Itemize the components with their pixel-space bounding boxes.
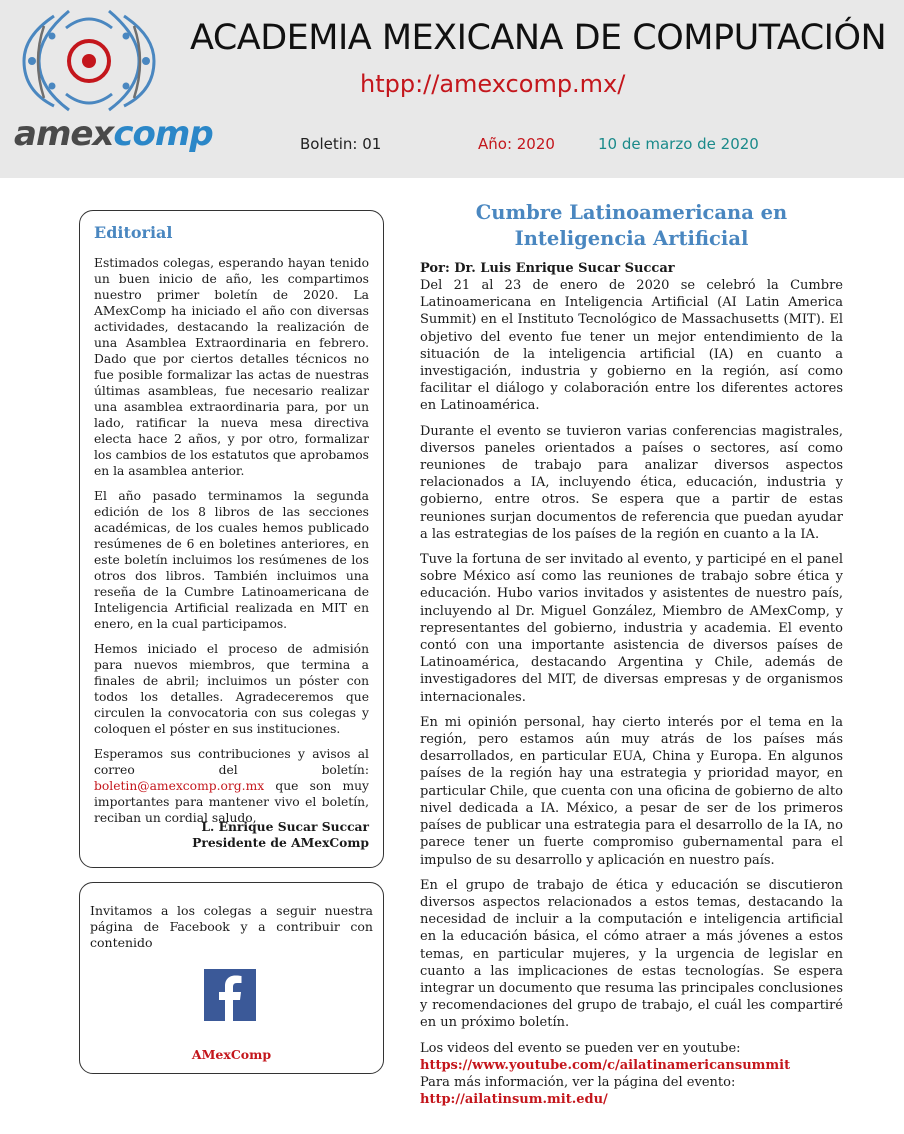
newsletter-email-link[interactable]: boletin@amexcomp.org.mx <box>94 779 265 793</box>
youtube-link[interactable]: https://www.youtube.com/c/ailatinamericansummit <box>420 1057 791 1073</box>
info-text: Para más información, ver la página del evento: <box>420 1074 736 1090</box>
event-page-link[interactable]: http://ailatinsum.mit.edu/ <box>420 1092 608 1108</box>
logo-text-comp: comp <box>113 114 213 154</box>
amexcomp-logo[interactable] <box>8 6 213 166</box>
article-links <box>420 1040 843 1109</box>
facebook-icon[interactable] <box>204 969 256 1021</box>
issue-date: 10 de marzo de 2020 <box>598 135 759 153</box>
issue-year: Año: 2020 <box>478 135 555 153</box>
logo-emblem-icon <box>14 6 164 114</box>
editorial-signature <box>192 819 369 851</box>
article-paragraph: Tuve la fortuna de ser invitado al evento, y participé en el panel sobre México así como las reuniones de trabajo sobre ética y educación. Hubo varios invitados y asistentes de nuestro país, incluyendo al Dr. Miguel González, Miembro de AMexComp, y representantes del gobierno, industria y academia. El evento contó con una importante asistencia de diversos países de Latinoamérica, destacando Argentina y Chile, además de investigadores del MIT, de diversas empresas y de organismos internacionales. <box>420 552 843 705</box>
facebook-page-link[interactable]: AMexComp <box>191 1047 272 1062</box>
contact-text-after: que son muy importantes para mantener vivo el boletín, reciban un cordial saludo, <box>94 779 369 825</box>
editorial-contact-paragraph <box>94 746 369 826</box>
facebook-box <box>79 882 384 1074</box>
header-banner <box>0 0 904 178</box>
facebook-invite-text: Invitamos a los colegas a seguir nuestra página de Facebook y a contribuir con contenido <box>90 903 373 950</box>
article-paragraph: Del 21 al 23 de enero de 2020 se celebró la Cumbre Latinoamericana en Inteligencia Artificial (AI Latin America Summit) en el Instituto Tecnológico de Massachusetts (MIT). El objetivo del evento fue tener un mejor entendimiento de la situación de la inteligencia artificial (IA) en cuanto a investigación, industria y gobierno en la región, así como facilitar el diálogo y colaboración entre los diferentes actores en Latinoamérica. <box>420 278 843 414</box>
editorial-paragraph: El año pasado terminamos la segunda edición de los 8 libros de las secciones académicas, de los cuales hemos publicado resúmenes de 6 en boletines anteriores, en este boletín incluimos los resúmenes de los otros dos libros. También incluimos una reseña de la Cumbre Latinoamericana de Inteligencia Artificial realizada en MIT en enero, en la cual participamos. <box>94 489 369 631</box>
issue-number: Boletin: 01 <box>300 135 382 153</box>
article-paragraph: En el grupo de trabajo de ética y educación se discutieron diversos aspectos relacionados a estos temas, destacando la necesidad de incluir a la computación e inteligencia artificial en la educación básica, el cómo atraer a más jóvenes a estos temas, en particular mujeres, y la urgencia de legislar en cuanto a las implicaciones de estas tecnologías. Se espera integrar un documento que resuma las principales conclusiones y recomendaciones del grupo de trabajo, el cuál les compartiré en un próximo boletín. <box>420 877 843 1031</box>
contact-text-before: Esperamos sus contribuciones y avisos al correo del boletín: <box>94 747 369 777</box>
article-body <box>420 277 843 1032</box>
facebook-glyph-text <box>256 969 257 970</box>
videos-text: Los videos del evento se pueden ver en youtube: <box>420 1040 741 1056</box>
editorial-paragraph: Estimados colegas, esperando hayan tenido un buen inicio de año, les compartimos nuestro primer boletín de 2020. La AMexComp ha iniciado el año con diversas actividades, destacando la realización de una Asamblea Extraordinaria en febrero. Dado que por ciertos detalles técnicos no fue posible formalizar las actas de nuestras últimas asambleas, fue necesario realizar una asamblea extraordinaria para, por un lado, ratificar la nueva mesa directiva electa hace 2 años, y por otro, formalizar los cambios de los estatutos que aprobamos en la asamblea anterior. <box>94 256 369 478</box>
editorial-paragraph: Hemos iniciado el proceso de admisión para nuevos miembros, que termina a finales de abril; incluimos un póster con todos los detalles. Agradeceremos que circulen la convocatoria con sus colegas y coloquen el póster en sus instituciones. <box>94 642 369 736</box>
editorial-title: Editorial <box>94 223 173 242</box>
editorial-box <box>79 210 384 868</box>
logo-text-amex: amex <box>14 114 114 154</box>
article-paragraph: Durante el evento se tuvieron varias conferencias magistrales, diversos paneles orientados a países o sectores, así como reuniones de trabajo para analizar diversos aspectos relacionados a IA, incluyendo ética, educación, industria y gobierno, entre otros. Se espera que a partir de estas reuniones surjan documentos de referencia que puedan ayudar a las estrategias de los países de la región en cuanto a la IA. <box>420 423 843 542</box>
article-title: Cumbre Latinoamericana en Inteligencia Artificial <box>475 201 788 250</box>
organization-url[interactable]: htpp://amexcomp.mx/ <box>360 70 626 98</box>
organization-title: ACADEMIA MEXICANA DE COMPUTACIÓN <box>190 18 887 58</box>
facebook-f-glyph <box>204 969 256 1021</box>
article-paragraph: En mi opinión personal, hay cierto interés por el tema en la región, pero estamos aún muy atrás de los países más desarrollados, en particular EUA, China y Europa. En algunos países de la región hay una estrategia y prioridad mayor, en particular Chile, que cuenta con una oficina de gobierno de alto nivel dedicada a IA. México, a pesar de ser de los primeros países de publicar una estrategia para el desarrollo de la IA, no parece tener un fuerte compromiso gubernamental para el impulso de su desarrollo y aplicación en nuestro país. <box>420 714 843 868</box>
signature-name: L. Enrique Sucar Succar <box>201 819 369 834</box>
signature-role: Presidente de AMexComp <box>192 835 369 850</box>
editorial-body <box>94 255 369 835</box>
article-author: Por: Dr. Luis Enrique Sucar Succar <box>420 261 675 276</box>
logo-wordmark <box>14 114 213 154</box>
article <box>420 200 843 1108</box>
